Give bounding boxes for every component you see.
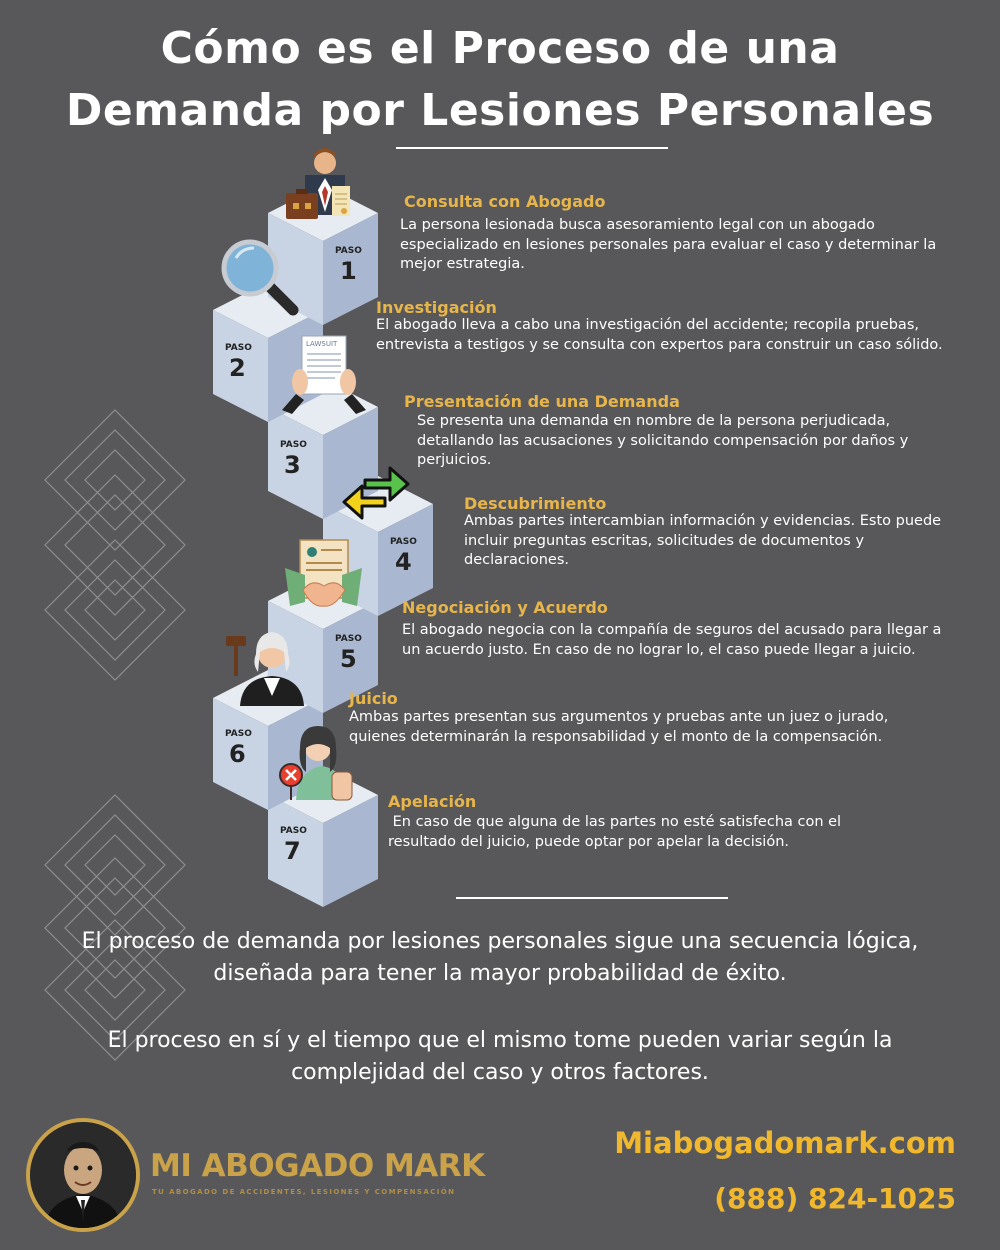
title-line-2: Demanda por Lesiones Personales	[65, 85, 935, 136]
step-paso-label-2: PASO	[225, 343, 252, 353]
step-paso-label-3: PASO	[280, 440, 307, 450]
summary-paragraph-2: El proceso en sí y el tiempo que el mismo tome pueden variar según la complejidad del caso y otros factores.	[107, 1028, 893, 1085]
lawyer-with-documents-icon	[286, 148, 350, 219]
step-number-5: 5	[340, 645, 357, 673]
step-description-1: La persona lesionada busca asesoramiento legal con un abogado especializado en lesiones personales para evaluar el caso y determinar la mejor estrategia.	[400, 217, 937, 272]
bottom-divider	[456, 897, 728, 899]
summary-paragraph-1: El proceso de demanda por lesiones personales sigue una secuencia lógica, diseñada para tener la mayor probabilidad de éxito.	[81, 929, 919, 986]
step-number-2: 2	[229, 354, 246, 382]
step-paso-label-5: PASO	[335, 634, 362, 644]
step-title-5: Negociación y Acuerdo	[402, 598, 608, 617]
step-description-3: Se presenta una demanda en nombre de la persona perjudicada, detallando las acusaciones y solicitando compensación por daños y perjuicios.	[417, 413, 909, 468]
step-number-3: 3	[284, 451, 301, 479]
step-description-7: En caso de que alguna de las partes no esté satisfecha con el resultado del juicio, puede optar por apelar la decisión.	[388, 814, 846, 850]
step-number-4: 4	[395, 548, 412, 576]
step-title-1: Consulta con Abogado	[404, 192, 606, 211]
step-number-6: 6	[229, 740, 246, 768]
step-description-5: El abogado negocia con la compañía de seguros del acusado para llegar a un acuerdo justo. En caso de no lograr lo, el caso puede llegar a juicio.	[402, 622, 942, 658]
step-description-2: El abogado lleva a cabo una investigación del accidente; recopila pruebas, entrevista a testigos y se consulta con expertos para construir un caso sólido.	[376, 317, 943, 353]
step-paso-label-6: PASO	[225, 729, 252, 739]
step-paso-label-1: PASO	[335, 246, 362, 256]
website-link[interactable]: Miabogadomark.com	[614, 1126, 956, 1160]
brand-tagline: TU ABOGADO DE ACCIDENTES, LESIONES Y COMPENSACIÓN	[152, 1188, 456, 1196]
step-title-4: Descubrimiento	[464, 494, 607, 513]
step-number-7: 7	[284, 837, 301, 865]
phone-number[interactable]: (888) 824-1025	[714, 1182, 956, 1215]
brand-name: MI ABOGADO MARK	[150, 1148, 485, 1184]
step-title-7: Apelación	[388, 792, 477, 811]
step-description-4: Ambas partes intercambian información y evidencias. Esto puede incluir preguntas escritas, solicitudes de documentos y declaraciones.	[464, 513, 942, 568]
step-title-6: Juicio	[349, 689, 398, 708]
step-title-3: Presentación de una Demanda	[404, 392, 680, 411]
step-number-1: 1	[340, 257, 357, 285]
step-description-6: Ambas partes presentan sus argumentos y pruebas ante un juez o jurado, quienes determinarán la responsabilidad y el monto de la compensación.	[349, 709, 889, 745]
step-paso-label-4: PASO	[390, 537, 417, 547]
step-paso-label-7: PASO	[280, 826, 307, 836]
step-title-2: Investigación	[376, 298, 497, 317]
lawyer-portrait-logo	[26, 1118, 140, 1232]
lawsuit-label: LAWSUIT	[306, 340, 338, 348]
title-line-1: Cómo es el Proceso de una	[160, 23, 840, 74]
